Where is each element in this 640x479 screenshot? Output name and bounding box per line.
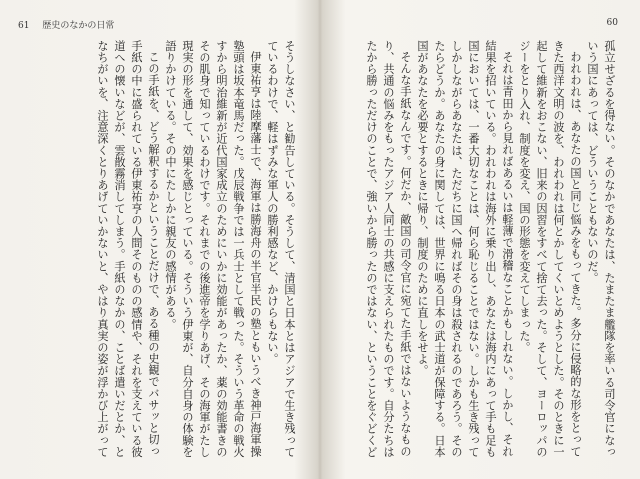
right-page [320,0,640,479]
running-head: 歴史のなかの日常 [42,21,115,31]
text-line: 孤立せざるを得ない。そのなかであなたは、たまたま艦隊を率いる司令官になっ [603,40,616,458]
text-line: なちがいを、注意深くとりあげていかないと、やはり真実の姿が浮かび上がって [96,40,109,458]
left-page-body [18,40,298,459]
text-line: 語りかけている。その中にたしかに親友の感情がある。 [164,40,177,330]
text-line: 結果を招いている。われわれは海外に乗り出し、あなたは海内にあって手も足も [484,40,497,458]
text-line: ジーをとり入れ、制度を変え、国の形態を変えてしまった。 [518,40,531,354]
left-page-header [18,18,114,31]
text-line: 現実の形を通して、効果を感じとっている。そういう伊東が、自分自身の体験を [181,40,194,458]
text-line: いう国にあっては、どういうこともないのだ。 [586,40,599,284]
text-line: そんな手紙なんです。何だか、敵国の司令官に宛てた手紙ではないようなもの [399,51,412,458]
text-line: 伊東祐亨は陸摩藩士で、海軍は勝海舟の半官半民の塾ともいうべき神戸海軍操 [249,51,262,458]
text-line: そうしなさい、と勧告している。そうして、清国と日本とはアジアで生き残って [283,40,296,458]
text-line: 塾頭は坂本竜馬だった。戊辰戦争では一兵士として戦った。そういう革命の戦火 [232,40,245,458]
text-line: たから勝っただけのことで、強いから勝ったのではない、ということをぐどくど [365,40,378,458]
text-line: 起して維新をおこない、旧来の因習をすべて捨て去った。そして、ヨーロッパの [535,40,548,458]
text-line: 国においては、一番大切なことは、何ら恥じることではない。しかも生き残って [467,40,480,458]
text-line: すから明治維新が近代国家成立のためにいかに効能があったか、薬の効能書きの [215,40,228,458]
right-page-number: 60 [606,18,618,28]
text-line: きた西洋文明の波を、われわれは何とかしてくいとめようとした。そのときに一 [552,40,565,458]
text-line: しかしながらあなたは、ただちに国へ帰ればその身は殺されるのであろう。その [450,40,463,458]
text-line: この手紙を、どう解釈するかということだけで、ある種の史観でバサッと切っ [147,51,160,458]
text-line: それは青田から見ればあるいは軽薄で滑稽なことかもしれない。しかし、それ [501,51,514,458]
text-line: り、共通の悩みをもったアジア人同士の共感に支えられたものです。自分たちは [382,40,395,458]
text-line: 道への懐いなどが、雲散霧消してしまう。手紙のなかの、ことば遣いだとか、と [113,40,126,458]
text-line: 手紙の中に盛られている伊東祐亨の人間そのものの感情や、それを支えている彼 [130,40,143,458]
right-page-body [328,40,618,459]
left-page-number: 61 [18,21,30,31]
text-line: たらどうか。あなたの身に関しては、世界に鳴る日本の武士道が保障する。日本 [433,40,446,458]
text-line: われわれは、あなたの国と同じ悩みをもってきた。多分に侵略的な形をとって [569,51,582,458]
text-line: 国があなたを必要とするときに帰り、制度のために直しをせよ。 [416,40,429,377]
text-line: その肌身で知っているわけです。それまでの後進帝を学りあげ、その海軍がたし [198,40,211,458]
text-line: ているわけで、軽はずみな軍人の勝利感など、かけらもない。 [266,40,279,365]
